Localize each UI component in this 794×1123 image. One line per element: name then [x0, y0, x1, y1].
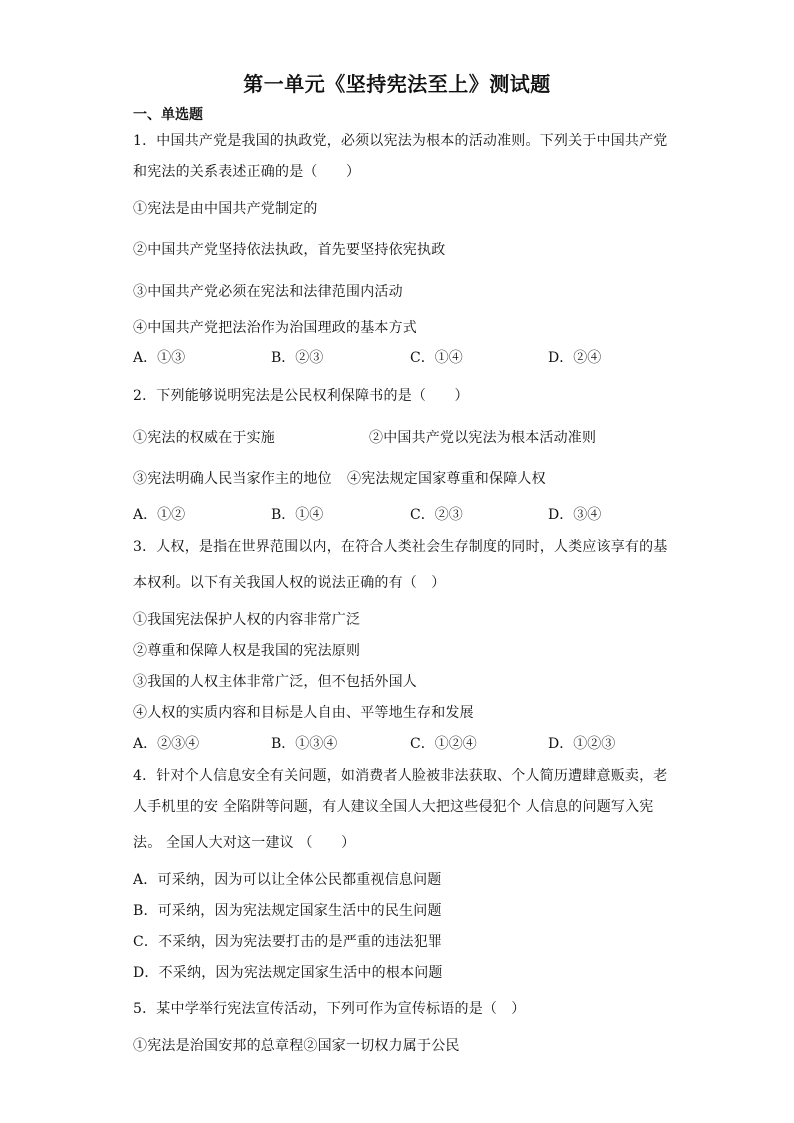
- q4-stem-line-1: 4．针对个人信息安全有关问题，如消费者人脸被非法获取、个人简历遭肆意贩卖，老: [133, 768, 668, 784]
- q3-option-d[interactable]: D．①②③: [548, 736, 616, 752]
- q2-option-b[interactable]: B．①④: [271, 507, 324, 523]
- q1-statement-4: ④中国共产党把法治作为治国理政的基本方式: [133, 320, 417, 336]
- q3-option-c[interactable]: C．①②④: [410, 736, 477, 752]
- q3-stem-line-2: 本权利。以下有关我国人权的说法正确的有（ ）: [133, 575, 446, 591]
- q2-statements-row-1: [133, 427, 693, 445]
- q1-option-b[interactable]: B．②③: [271, 350, 324, 366]
- q2-statement-4: ④宪法规定国家尊重和保障人权: [347, 471, 546, 487]
- q2-option-c[interactable]: C．②③: [410, 507, 463, 523]
- q1-option-c[interactable]: C．①④: [410, 350, 463, 366]
- q1-statement-2: ②中国共产党坚持依法执政，首先要坚持依宪执政: [133, 242, 446, 258]
- q3-statement-1: ①我国宪法保护人权的内容非常广泛: [133, 612, 361, 628]
- q2-stem-line-1: 2．下列能够说明宪法是公民权利保障书的是（ ）: [133, 388, 469, 404]
- q1-stem-line-2: 和宪法的关系表述正确的是（ ）: [133, 164, 361, 180]
- q3-statement-3: ③我国的人权主体非常广泛，但不包括外国人: [133, 674, 417, 690]
- q2-statement-2: ②中国共产党以宪法为根本活动准则: [369, 430, 597, 446]
- q4-stem-line-3: 法。 全国人大对这一建议 （ ）: [133, 835, 356, 851]
- q1-option-d[interactable]: D．②④: [548, 350, 602, 366]
- section-heading: 一、单选题: [133, 107, 203, 123]
- q4-option-d[interactable]: D．不采纳，因为宪法规定国家生活中的根本问题: [133, 965, 443, 981]
- q3-statement-4: ④人权的实质内容和目标是人自由、平等地生存和发展: [133, 705, 474, 721]
- q4-option-c[interactable]: C．不采纳，因为宪法要打击的是严重的违法犯罪: [133, 934, 443, 950]
- q4-option-a[interactable]: A．可采纳，因为可以让全体公民都重视信息问题: [133, 872, 442, 888]
- q2-statement-3: ③宪法明确人民当家作主的地位: [133, 471, 332, 487]
- page-title: 第一单元《坚持宪法至上》测试题: [243, 72, 551, 96]
- q3-stem-line-1: 3．人权，是指在世界范围以内，在符合人类社会生存制度的同时，人类应该享有的基: [133, 539, 668, 555]
- q1-statement-3: ③中国共产党必须在宪法和法律范围内活动: [133, 284, 403, 300]
- q4-option-b[interactable]: B．可采纳，因为宪法规定国家生活中的民生问题: [133, 903, 442, 919]
- q5-stem-line-1: 5．某中学举行宪法宣传活动，下列可作为宣传标语的是（ ）: [133, 1001, 526, 1017]
- q2-statement-1: ①宪法的权威在于实施: [133, 430, 275, 446]
- q1-option-a[interactable]: A．①③: [133, 350, 186, 366]
- q2-option-a[interactable]: A．①②: [133, 507, 186, 523]
- q5-statement-1: ①宪法是治国安邦的总章程②国家一切权力属于公民: [133, 1038, 460, 1054]
- q3-option-a[interactable]: A．②③④: [133, 736, 200, 752]
- q1-statement-1: ①宪法是由中国共产党制定的: [133, 201, 318, 217]
- q3-option-b[interactable]: B．①③④: [271, 736, 338, 752]
- q2-statements-row-2: [133, 468, 693, 486]
- q2-option-d[interactable]: D．③④: [548, 507, 602, 523]
- q1-stem-line-1: 1．中国共产党是我国的执政党，必须以宪法为根本的活动准则。下列关于中国共产党: [133, 133, 668, 149]
- q4-stem-line-2: 人手机里的安 全陷阱等问题，有人建议全国人大把这些侵犯个 人信息的问题写入宪: [133, 799, 654, 815]
- q3-statement-2: ②尊重和保障人权是我国的宪法原则: [133, 643, 361, 659]
